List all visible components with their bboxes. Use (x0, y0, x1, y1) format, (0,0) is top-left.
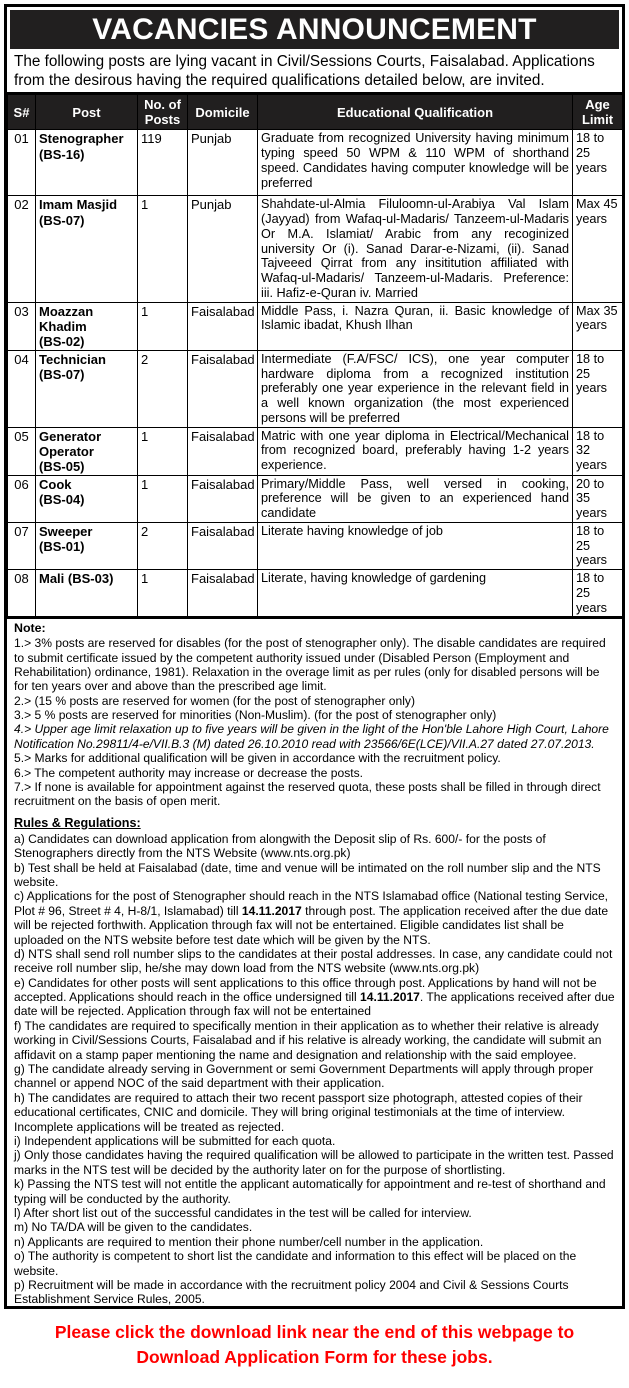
cell-education: Intermediate (F.A/FSC/ ICS), one year computer hardware diploma from a recognized institution preferably one year experience in the relevant field in a well known organization (the most experienced persons will be preferred (258, 350, 573, 427)
cell-serial: 08 (8, 570, 36, 617)
rules-section (7, 813, 622, 1309)
cell-serial: 07 (8, 522, 36, 569)
col-header-education: Educational Qualification (258, 95, 573, 130)
rule-item: a) Candidates can download application from alongwith the Deposit slip of Rs. 600/- for the posts of Stenographers directly from the NTS Website (www.nts.org.pk) (14, 831, 546, 861)
rule-item: j) Only those candidates having the required qualification will be allowed to participate in the written test. Passed marks in the NTS test will be decided by the authority later on for the purpose of shortlisting. (14, 1148, 614, 1177)
cell-serial: 06 (8, 475, 36, 522)
note-section (7, 617, 622, 812)
post-title: Moazzan (39, 303, 94, 319)
cell-age-limit: 18 to 25 years (573, 350, 623, 427)
cell-number-of-posts: 119 (138, 130, 188, 196)
cell-domicile: Punjab (188, 196, 258, 302)
post-title: Sweeper (39, 523, 93, 539)
cell-domicile: Faisalabad (188, 350, 258, 427)
table-row (8, 475, 623, 522)
rule-item: o) The authority is competent to short list the candidate and information to this effect will be placed on the website. (14, 1249, 577, 1278)
cell-education: Primary/Middle Pass, well versed in cooking, preference will be given to an experienced hand candidate (258, 475, 573, 522)
cell-number-of-posts: 1 (138, 196, 188, 302)
post-grade: (BS-16) (39, 146, 85, 162)
col-header-age-line1: Age (585, 97, 610, 113)
post-title: Stenographer (39, 131, 124, 147)
vacancy-table (7, 94, 623, 617)
cell-education: Shahdate-ul-Almia Filuloomn-ul-Arabiya Val Islam (Jayyad) from Wafaq-ul-Madaris/ Tanzeem-ul-Madaris Or M.A. Islamiat/ Arabic from any recoginized university Or (i). Sanad Darar-e-Nizami, (ii). Sanad Tajveeed Qirrat from any insititution affiliated with Wafaq-ul-Madaris/ Tanzeem-ul-Madaris. Preference: iii. Hafiz-e-Quran iv. Married (258, 196, 573, 302)
cell-post (36, 570, 138, 617)
post-grade: (BS-05) (39, 458, 85, 474)
cell-post (36, 522, 138, 569)
cell-domicile: Faisalabad (188, 570, 258, 617)
banner-title: VACANCIES ANNOUNCEMENT (92, 12, 537, 46)
post-grade: (BS-02) (39, 333, 85, 349)
post-grade: (BS-04) (39, 491, 85, 507)
table-row (8, 427, 623, 475)
note-item: 3.> 5 % posts are reserved for minorities (Non-Muslim). (for the post of stenographer only) (14, 708, 497, 723)
cell-post (36, 302, 138, 350)
rule-item: h) The candidates are required to attach their two recent passport size photograph, attested copies of their educational certificates, CNIC and domicile. They will bring original testimonials at the time of interview. Incomplete applications will be treated as rejected. (14, 1090, 583, 1134)
post-title: Technician (39, 351, 106, 367)
cell-number-of-posts: 1 (138, 475, 188, 522)
note-item: 5.> Marks for additional qualification will be given in accordance with the recruitment policy. (14, 751, 501, 766)
post-title: Cook (39, 476, 72, 492)
cell-post (36, 350, 138, 427)
rule-item: m) No TA/DA will be given to the candidates. (14, 1220, 253, 1235)
rule-item: f) The candidates are required to specifically mention in their application as to whether their relative is already working in Civil/Sessions Courts, Faisalabad and if his relative is already working, the candidate will submit an affidavit on a stamp paper mentioning the name and designation and relationship with the said employee. (14, 1018, 602, 1062)
col-header-number-of-posts (138, 95, 188, 130)
intro-paragraph: The following posts are lying vacant in Civil/Sessions Courts, Faisalabad. Applications from the desirous having the required qualifications detailed below, are invited. (7, 51, 622, 94)
rule-item: k) Passing the NTS test will not entitle the applicant automatically for appointment and re-test of shorthand and typing will be conducted by the authority. (14, 1177, 606, 1206)
rule-item: b) Test shall be held at Faisalabad (date, time and venue will be intimated on the roll number slip and the NTS website. (14, 860, 601, 889)
cell-education: Matric with one year diploma in Electrical/Mechanical from recognized board, preferably having 1-2 years experience. (258, 427, 573, 475)
table-row (8, 522, 623, 569)
cell-serial: 02 (8, 196, 36, 302)
post-title: Generator (39, 428, 102, 444)
cell-domicile: Faisalabad (188, 522, 258, 569)
rule-item: l) After short list out of the successful candidates in the test will be called for interview. (14, 1205, 472, 1220)
cell-education: Literate having knowledge of job (258, 522, 573, 569)
cell-serial: 01 (8, 130, 36, 196)
rule-item: i) Independent applications will be submitted for each quota. (14, 1133, 336, 1148)
col-header-serial: S# (8, 95, 36, 130)
table-row (8, 570, 623, 617)
rule-item: e) Candidates for other posts will sent applications to this office through post. Applications by hand will not be accepted. Applications should reach in the office undersigned till 14.11.2017. The applications received after due date will be rejected. Application through fax will not be entertained (14, 975, 615, 1019)
rule-item (14, 1307, 616, 1309)
cell-number-of-posts: 1 (138, 570, 188, 617)
col-header-post: Post (36, 95, 138, 130)
cell-post (36, 427, 138, 475)
cell-number-of-posts: 1 (138, 427, 188, 475)
cell-education: Graduate from recognized University having minimum typing speed 50 WPM & 110 WPM of shorthand speed. Candidates having computer knowledge will be preferred (258, 130, 573, 196)
banner (10, 10, 619, 51)
rule-item: n) Applicants are required to mention their phone number/cell number in the application. (14, 1234, 484, 1249)
post-grade: (BS-07) (39, 366, 85, 382)
rule-item: d) NTS shall send roll number slips to the candidates at their postal addresses. In case, any candidate could not receive roll number slip, he/she may down load from the NTS website (www.nts.org.pk) (14, 946, 613, 976)
announcement-frame (4, 4, 625, 1309)
note-item: 2.> (15 % posts are reserved for women (for the post of stenographer only) (14, 693, 415, 708)
table-row (8, 130, 623, 196)
note-item: 6.> The competent authority may increase or decrease the posts. (14, 765, 364, 780)
note-heading: Note: (14, 621, 46, 636)
rule-item: p) Recruitment will be made in accordance with the recruitment policy 2004 and Civil & Sessions Courts Establishment Service Rules, 2005. (14, 1277, 569, 1307)
cell-post (36, 130, 138, 196)
note-item: 4.> Upper age limit relaxation up to five years will be given in the light of the Hon'ble Lahore High Court, Lahore Notification No.29811/4-e/VII.B.3 (M) dated 26.10.2010 read with 23566/6E(LCE)/VII.A.27 dated 27.07.2013. (14, 722, 609, 751)
post-title-cont: Khadim (39, 318, 87, 334)
cell-post (36, 196, 138, 302)
col-header-num-line2: Posts (144, 112, 181, 128)
download-notice-line1: Please click the download link near the end of this webpage to (54, 1322, 575, 1342)
cell-age-limit: 18 to 25 years (573, 522, 623, 569)
cell-serial: 04 (8, 350, 36, 427)
post-title-cont: Operator (39, 443, 94, 459)
rule-item: g) The candidate already serving in Government or semi Government Departments will apply through proper channel or append NOC of the said department with their application. (14, 1062, 594, 1091)
table-row (8, 302, 623, 350)
col-header-domicile: Domicile (188, 95, 258, 130)
col-header-age-line2: Limit (581, 112, 614, 128)
cell-post (36, 475, 138, 522)
cell-domicile: Punjab (188, 130, 258, 196)
post-title: Mali (BS-03) (39, 571, 114, 587)
cell-domicile: Faisalabad (188, 475, 258, 522)
post-title: Imam Masjid (39, 197, 118, 213)
cell-age-limit: Max 35 years (573, 302, 623, 350)
cell-education: Literate, having knowledge of gardening (258, 570, 573, 617)
table-row (8, 350, 623, 427)
table-row (8, 196, 623, 302)
note-item: 7.> If none is available for appointment against the reserved quota, these posts shall be filled in through direct recruitment on the basis of open merit. (14, 780, 601, 809)
rule-item: c) Applications for the post of Stenographer should reach in the NTS Islamabad office (National testing Service, Plot # 96, Street # 4, H-8/1, Islamabad) till 14.11.2017 through post. The application received after the due date will be rejected forthwith. Application through fax will not be entertained. Eligible candidates list shall be uploaded on the NTS website before test date which will be given by the NTS. (14, 889, 609, 947)
table-header-row (8, 95, 623, 130)
cell-serial: 03 (8, 302, 36, 350)
cell-age-limit: 18 to 25 years (573, 130, 623, 196)
cell-domicile: Faisalabad (188, 427, 258, 475)
col-header-age-limit (573, 95, 623, 130)
cell-age-limit: Max 45 years (573, 196, 623, 302)
cell-age-limit: 18 to 32 years (573, 427, 623, 475)
cell-domicile: Faisalabad (188, 302, 258, 350)
rules-heading: Rules & Regulations: (14, 815, 141, 830)
download-notice-line2: Download Application Form for these jobs. (136, 1347, 493, 1368)
cell-number-of-posts: 2 (138, 522, 188, 569)
cell-education: Middle Pass, i. Nazra Quran, ii. Basic knowledge of Islamic ibadat, Khush Ilhan (258, 302, 573, 350)
note-item: 1.> 3% posts are reserved for disables (for the post of stenographer only). The disable candidates are required to submit certificate issued by the competent authority issued under (Disabled Person (Employment and Rehabilitation) ordinance, 1981). Relaxation in the overage limit as per rules (only for disabled persons will be for ten years over and above than the prescribed age limit. (14, 636, 606, 694)
cell-age-limit: 20 to 35 years (573, 475, 623, 522)
table-body (8, 130, 623, 617)
table-header (8, 95, 623, 130)
cell-serial: 05 (8, 427, 36, 475)
col-header-num-line1: No. of (144, 97, 181, 113)
cell-age-limit: 18 to 25 years (573, 570, 623, 617)
cell-number-of-posts: 2 (138, 350, 188, 427)
post-grade: (BS-01) (39, 539, 85, 555)
post-grade: (BS-07) (39, 212, 85, 228)
download-notice (0, 1320, 629, 1371)
cell-number-of-posts: 1 (138, 302, 188, 350)
